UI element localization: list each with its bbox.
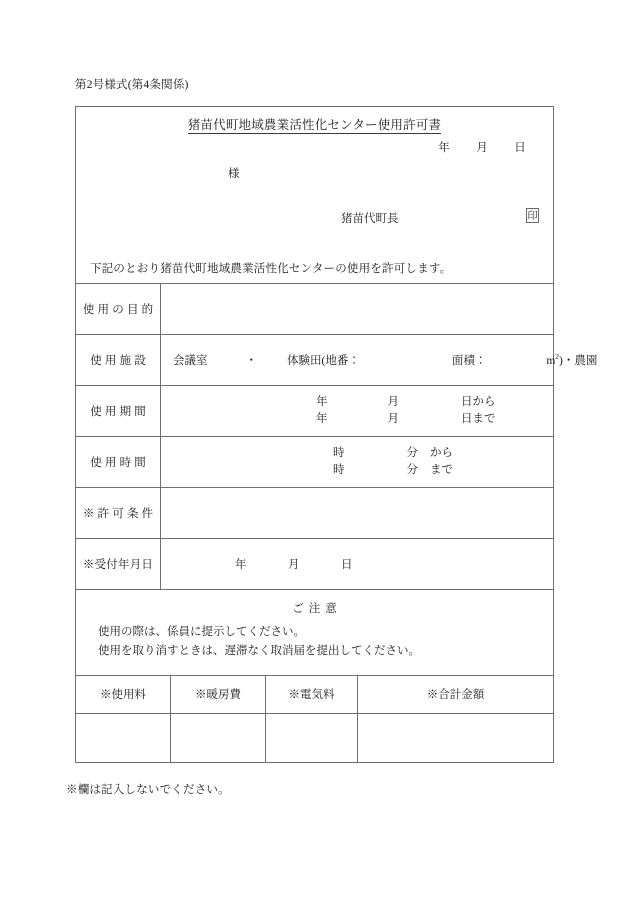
period-from-year: 年 [316, 396, 328, 409]
fee-table-header-row [76, 676, 553, 714]
field-row-received-date [76, 539, 553, 590]
form-header [76, 107, 553, 284]
facility-separator: ・ [245, 355, 257, 367]
fee-value-usage[interactable] [76, 714, 171, 762]
fee-value-electricity[interactable] [266, 714, 358, 762]
received-date-line [173, 556, 394, 572]
hours-from-minute: 分 [406, 447, 418, 460]
field-label-purpose: 使用の目的 [76, 284, 161, 334]
hours-from-hour: 時 [333, 447, 345, 460]
facility-field-label[interactable]: 体験田(地番： [287, 355, 360, 367]
notice-title: ご注意 [292, 603, 342, 615]
field-value-period[interactable] [161, 386, 553, 436]
fee-value-heating[interactable] [171, 714, 266, 762]
field-label-conditions: ※許可条件 [76, 488, 161, 538]
fee-header-electricity: ※電気料 [266, 676, 358, 713]
addressee-suffix: 様 [228, 168, 240, 180]
facility-options [173, 352, 597, 368]
permission-statement: 下記のとおり猪苗代町地域農業活性化センターの使用を許可します。 [90, 263, 452, 275]
issuer-name: 猪苗代町長 [341, 213, 399, 225]
period-from-day: 日から [461, 396, 496, 409]
period-to-day: 日まで [461, 413, 496, 425]
field-label-period: 使用期間 [76, 386, 161, 436]
hours-from-line [333, 445, 453, 462]
page-title [76, 115, 553, 133]
issue-date-year: 年 [438, 142, 450, 154]
field-row-facility [76, 335, 598, 386]
hours-to-hour: 時 [333, 464, 345, 476]
field-value-conditions[interactable] [161, 488, 553, 538]
notice-line: 使用の際は、係員に提示してください。 [98, 626, 305, 638]
facility-area-unit-exponent: 2 [555, 352, 560, 362]
hours-to-minute: 分 [406, 464, 418, 476]
period-to-month: 月 [387, 413, 399, 425]
field-row-purpose [76, 284, 553, 335]
period-to-line [316, 411, 496, 428]
period-from-line [316, 394, 496, 411]
field-label-received-date: ※受付年月日 [76, 539, 161, 589]
fee-value-total[interactable] [358, 714, 553, 762]
field-row-conditions [76, 488, 553, 539]
page-title-text: 猪苗代町地域農業活性化センター使用許可書 [187, 118, 442, 132]
footnote: ※欄は記入しないでください。 [66, 784, 230, 796]
notice-block [76, 590, 553, 676]
facility-tail[interactable]: )・農園 [559, 355, 598, 367]
form-number: 第2号様式(第4条関係) [75, 79, 189, 91]
field-row-period [76, 386, 553, 437]
fee-table-row [76, 714, 553, 762]
received-date-year: 年 [235, 559, 247, 571]
period-from-month: 月 [387, 396, 399, 409]
hours-from-suffix: から [430, 447, 453, 460]
field-row-hours [76, 437, 553, 488]
field-value-received-date[interactable] [161, 539, 553, 589]
field-label-facility: 使用施設 [76, 335, 161, 385]
form-sheet [75, 106, 598, 763]
facility-room[interactable]: 会議室 [173, 355, 208, 367]
issue-date [425, 139, 539, 155]
hours-to-line [333, 462, 453, 479]
period-to-year: 年 [316, 413, 328, 425]
field-value-purpose[interactable] [161, 284, 553, 334]
fee-header-total: ※合計金額 [426, 689, 485, 702]
fee-header-usage: ※使用料 [76, 676, 171, 713]
facility-area-unit: m [546, 355, 556, 367]
field-value-facility[interactable] [161, 335, 609, 385]
received-date-month: 月 [288, 559, 300, 571]
seal-stamp-box: 印 [526, 208, 539, 223]
field-label-hours: 使用時間 [76, 437, 161, 487]
fee-header-heating: ※暖房費 [171, 676, 266, 713]
notice-line: 使用を取り消すときは、遅滞なく取消届を提出してください。 [98, 644, 420, 657]
issue-date-day: 日 [514, 142, 526, 154]
received-date-day: 日 [341, 559, 353, 571]
facility-area-label: 面積： [451, 355, 487, 367]
issue-date-month: 月 [476, 142, 488, 154]
field-value-hours[interactable] [161, 437, 553, 487]
hours-to-suffix: まで [430, 464, 453, 476]
